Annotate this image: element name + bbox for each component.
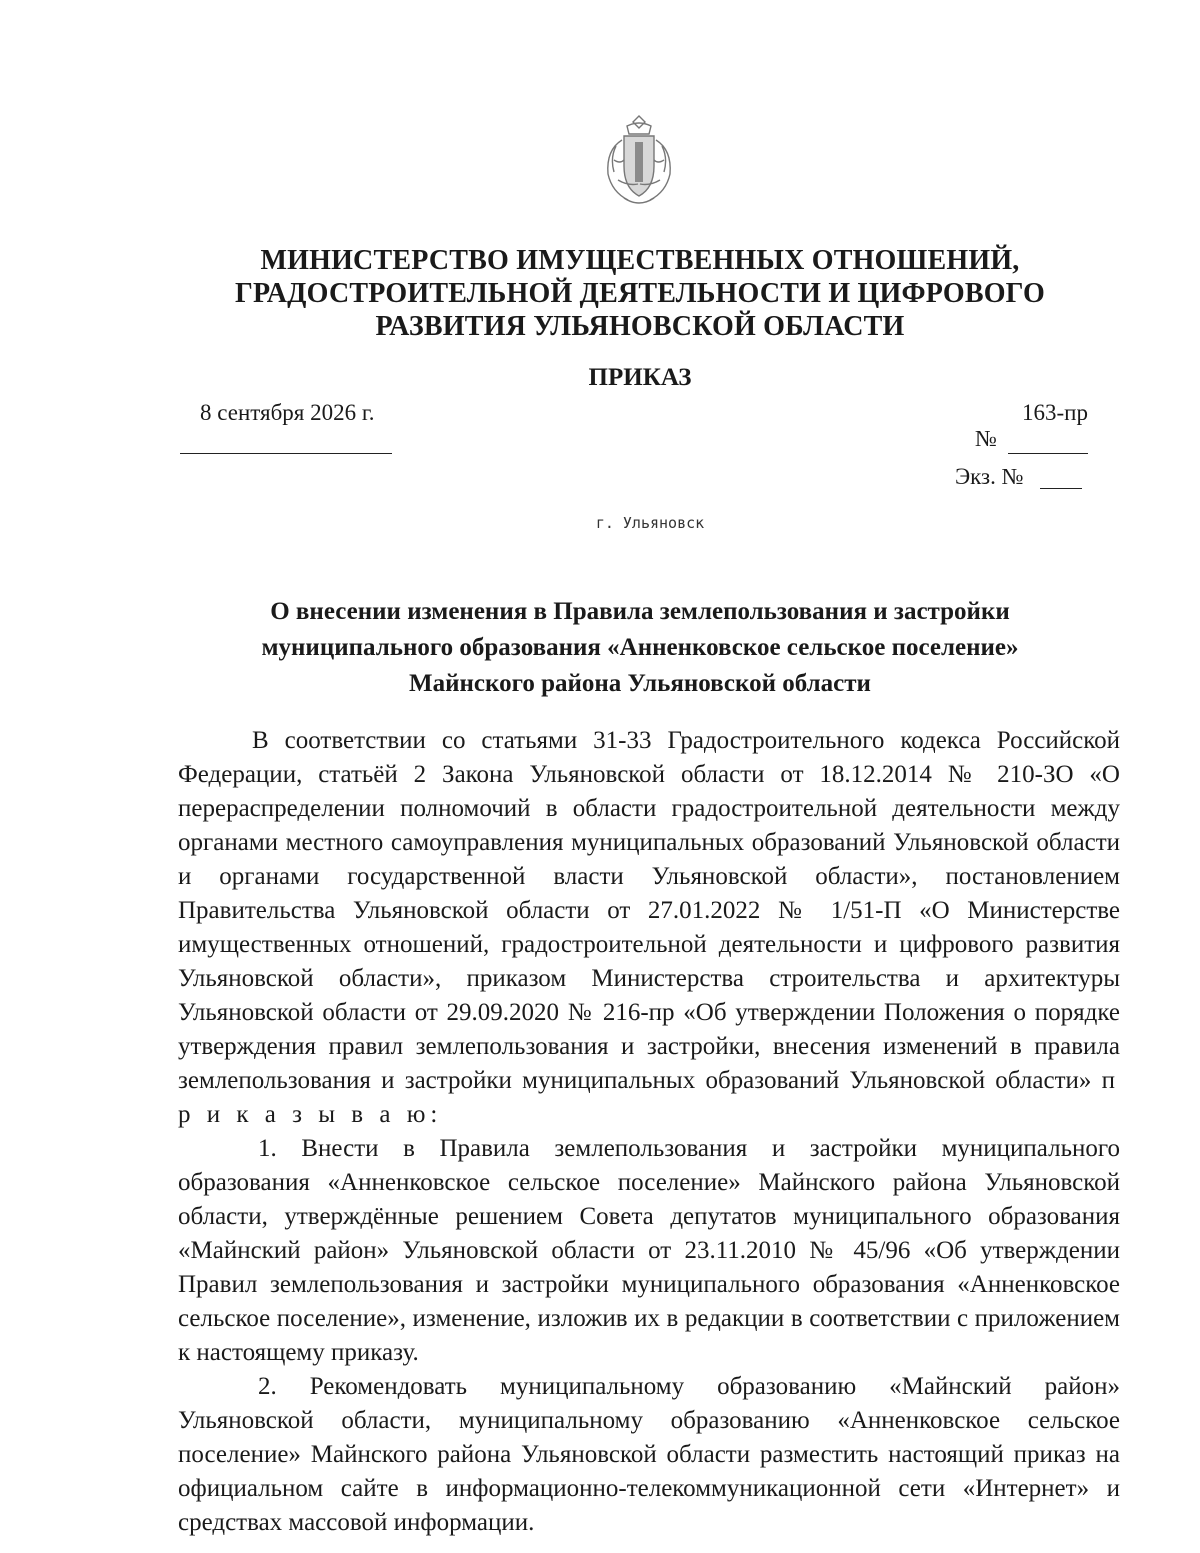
order-body bbox=[178, 724, 1120, 1540]
preamble-text: В соответствии со статьями 31-33 Градостроительного кодекса Российской Федерации, статьёй 2 Закона Ульяновской области от 18.12.2014 № 210-ЗО «О перераспределении полномочий в области градостроительной деятельности между органами местного самоуправления муниципальных образований Ульяновской области и органами государственной власти Ульяновской области», постановлением Правительства Ульяновской области от 27.01.2022 № 1/51-П «О Министерстве имущественных отношений, градостроительной деятельности и цифрового развития Ульяновской области», приказом Министерства строительства и архитектуры Ульяновской области от 29.09.2020 № 216-пр «Об утверждении Положения о порядке утверждения правил землепользования и застройки, внесения изменений в правила землепользования и застройки муниципальных образований Ульяновской области» bbox=[178, 727, 1120, 1094]
command-word: п р и к а з ы в а ю: bbox=[178, 1067, 1120, 1128]
city: г. Ульяновск bbox=[595, 514, 705, 532]
copy-number-underline bbox=[1040, 488, 1082, 489]
order-date: 8 сентября 2026 г. bbox=[200, 400, 375, 425]
order-number: 163-пр bbox=[1022, 400, 1088, 425]
number-underline bbox=[1008, 453, 1088, 454]
order-title: ПРИКАЗ bbox=[588, 364, 692, 391]
item-2-paragraph: 2. Рекомендовать муниципальному образованию «Майнский район» Ульяновской области, муниципальному образованию «Анненковское сельское поселение» Майнского района Ульяновской области разместить настоящий приказ на официальном сайте в информационно-телекоммуникационной сети «Интернет» и средствах массовой информации. bbox=[178, 1373, 1120, 1536]
order-subject: О внесении изменения в Правила землепользования и застройки муниципального образования «Анненковское сельское поселение» Майнского района Ульяновской области bbox=[261, 598, 1019, 697]
copy-number-label: Экз. № bbox=[955, 464, 1024, 489]
ministry-name: МИНИСТЕРСТВО ИМУЩЕСТВЕННЫХ ОТНОШЕНИЙ, ГРАДОСТРОИТЕЛЬНОЙ ДЕЯТЕЛЬНОСТИ И ЦИФРОВОГО РАЗВИТИЯ УЛЬЯНОВСКОЙ ОБЛАСТИ bbox=[235, 245, 1045, 342]
preamble-paragraph bbox=[178, 724, 1120, 1132]
number-label: № bbox=[975, 426, 997, 451]
item-1-paragraph: 1. Внести в Правила землепользования и застройки муниципального образования «Анненковское сельское поселение» Майнского района Ульяновской области, утверждённые решением Совета депутатов муниципального образования «Майнский район» Ульяновской области от 23.11.2010 № 45/96 «Об утверждении Правил землепользования и застройки муниципального образования «Анненковское сельское поселение», изменение, изложив их в редакции в соответствии с приложением к настоящему приказу. bbox=[178, 1135, 1120, 1366]
date-underline bbox=[180, 453, 392, 454]
coat-of-arms-icon bbox=[594, 110, 684, 210]
